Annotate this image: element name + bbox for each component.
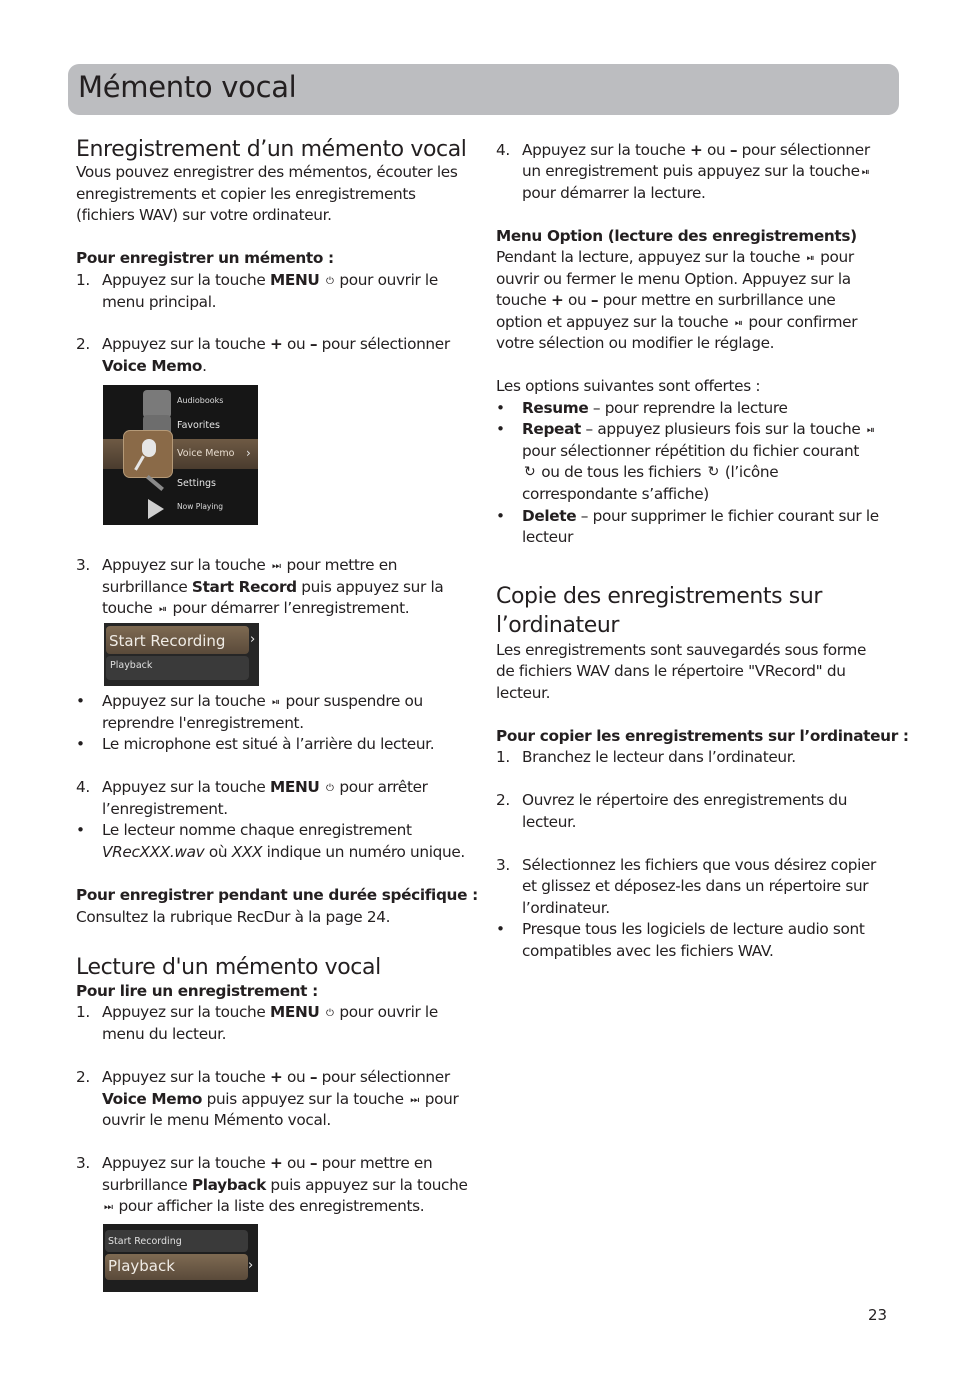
- playback-screenshot: [103, 1224, 258, 1292]
- page-number: 23: [868, 1306, 888, 1324]
- play-icon: [148, 499, 164, 519]
- start-recording-screenshot: [104, 623, 259, 686]
- record-step-3-cont1: surbrillance Start Record puis appuyez sur la: [102, 578, 444, 596]
- record-step-1-cont: menu principal.: [102, 293, 217, 311]
- play-step-4-cont1: un enregistrement puis appuyez sur la touche ⏯: [522, 161, 871, 184]
- copy-bullet-cont: compatibles avec les fichiers WAV.: [522, 942, 774, 960]
- record-bullet-pause-cont: reprendre l'enregistrement.: [102, 714, 304, 732]
- play-pause-icon: ⏯: [861, 167, 869, 178]
- intro-line-3: (fichiers WAV) sur votre ordinateur.: [76, 206, 332, 224]
- copy-intro-2: de fichiers WAV dans le répertoire "VRecord" du: [496, 662, 846, 680]
- option-line-1: Pendant la lecture, appuyez sur la touche ⏯ pour: [496, 247, 854, 270]
- menu-item-settings: Settings: [177, 478, 216, 489]
- repeat-all-icon: ↻: [707, 464, 719, 480]
- option-delete: • Delete – pour supprimer le fichier courant sur le: [496, 507, 879, 525]
- play-pause-icon: ⏯: [806, 253, 814, 264]
- option-repeat-cont3: correspondante s’affiche): [522, 485, 709, 503]
- option-line-4: option et appuyez sur la touche ⏯ pour confirmer: [496, 312, 857, 335]
- page-header-bar: [68, 64, 899, 115]
- play-pause-icon: ⏯: [734, 318, 742, 329]
- copy-bullet: • Presque tous les logiciels de lecture audio sont: [496, 920, 865, 938]
- record-step-2: 2. Appuyez sur la touche + ou – pour sélectionner: [76, 335, 450, 353]
- copy-step-3-cont2: l’ordinateur.: [522, 899, 610, 917]
- menu-item-audiobooks: Audiobooks: [177, 396, 224, 405]
- copy-intro-3: lecteur.: [496, 684, 551, 702]
- playback-label: Playback: [108, 1257, 175, 1275]
- start-recording-label: Start Recording: [109, 632, 226, 650]
- option-delete-cont: lecteur: [522, 528, 574, 546]
- menu-item-voice-memo: Voice Memo: [177, 448, 235, 459]
- copy-step-3: 3. Sélectionnez les fichiers que vous désirez copier: [496, 856, 877, 874]
- play-step-2-cont1: Voice Memo puis appuyez sur la touche ⏭ pour: [102, 1089, 458, 1112]
- chevron-right-icon: ›: [248, 1258, 254, 1273]
- record-step-4: 4. Appuyez sur la touche MENU ⏻ pour arrêter: [76, 777, 428, 800]
- record-bullet-naming-cont: VRecXXX.wav où XXX indique un numéro unique.: [102, 843, 465, 861]
- play-step-1: 1. Appuyez sur la touche MENU ⏻ pour ouvrir le: [76, 1002, 438, 1025]
- option-line-3: touche + ou – pour mettre en surbrillance une: [496, 291, 836, 309]
- record-step-4-cont: l’enregistrement.: [102, 800, 228, 818]
- subheading-record: Pour enregistrer un mémento :: [76, 249, 334, 267]
- page-title: Mémento vocal: [78, 70, 297, 104]
- play-step-2: 2. Appuyez sur la touche + ou – pour sélectionner: [76, 1068, 450, 1086]
- skip-forward-icon: ⏭: [410, 1095, 419, 1106]
- option-repeat-cont1: pour sélectionner répétition du fichier courant: [522, 442, 860, 460]
- play-step-3-cont2: ⏭ pour afficher la liste des enregistrements.: [102, 1196, 424, 1219]
- subheading-duration: Pour enregistrer pendant une durée spécifique :: [76, 886, 478, 904]
- audiobooks-icon: [143, 390, 171, 418]
- intro-line-1: Vous pouvez enregistrer des mémentos, écouter les: [76, 163, 458, 181]
- play-step-4-cont2: pour démarrer la lecture.: [522, 184, 706, 202]
- copy-step-3-cont1: et glissez et déposez-les dans un répertoire sur: [522, 877, 869, 895]
- subheading-play: Pour lire un enregistrement :: [76, 982, 318, 1000]
- record-step-2-cont: Voice Memo.: [102, 357, 207, 375]
- section-heading-recording: Enregistrement d’un mémento vocal: [76, 137, 467, 162]
- record-step-1: 1. Appuyez sur la touche MENU ⏻ pour ouvrir le: [76, 270, 438, 293]
- play-pause-icon: ⏯: [866, 425, 874, 436]
- play-step-3: 3. Appuyez sur la touche + ou – pour mettre en: [76, 1154, 433, 1172]
- play-pause-icon: ⏯: [271, 697, 279, 708]
- subheading-option-menu: Menu Option (lecture des enregistrements): [496, 227, 857, 245]
- option-repeat: • Repeat – appuyez plusieurs fois sur la touche ⏯: [496, 419, 876, 442]
- duration-text: Consultez la rubrique RecDur à la page 24.: [76, 908, 391, 926]
- section-heading-copy: Copie des enregistrements sur: [496, 584, 823, 609]
- power-icon: ⏻: [325, 783, 333, 794]
- skip-forward-icon: ⏭: [271, 561, 280, 572]
- play-step-1-cont: menu du lecteur.: [102, 1025, 227, 1043]
- menu-item-now-playing: Now Playing: [177, 502, 223, 511]
- option-line-5: votre sélection ou modifier le réglage.: [496, 334, 775, 352]
- start-recording-label: Start Recording: [108, 1236, 182, 1247]
- settings-icon: [141, 471, 167, 495]
- menu-item-favorites: Favorites: [177, 420, 220, 431]
- copy-intro-1: Les enregistrements sont sauvegardés sous forme: [496, 641, 867, 659]
- record-bullet-mic: • Le microphone est situé à l’arrière du lecteur.: [76, 735, 435, 753]
- skip-forward-icon: ⏭: [104, 1202, 112, 1213]
- record-bullet-pause: • Appuyez sur la touche ⏯ pour suspendre ou: [76, 691, 423, 714]
- options-offered: Les options suivantes sont offertes :: [496, 377, 761, 395]
- option-line-2: ouvrir ou fermer le menu Option. Appuyez sur la: [496, 270, 851, 288]
- section-heading-playback: Lecture d'un mémento vocal: [76, 955, 381, 980]
- play-step-3-cont1: surbrillance Playback puis appuyez sur la touche: [102, 1176, 468, 1194]
- power-icon: ⏻: [325, 1008, 333, 1019]
- main-menu-screenshot: [103, 385, 258, 525]
- repeat-one-icon: ↻: [524, 464, 535, 480]
- power-icon: ⏻: [325, 276, 333, 287]
- option-resume: • Resume – pour reprendre la lecture: [496, 399, 788, 417]
- playback-label: Playback: [110, 660, 153, 671]
- record-step-3-cont2: touche ⏯ pour démarrer l’enregistrement.: [102, 598, 409, 621]
- play-step-2-cont2: ouvrir le menu Mémento vocal.: [102, 1111, 331, 1129]
- record-step-3: 3. Appuyez sur la touche ⏭ pour mettre en: [76, 555, 397, 578]
- copy-step-1: 1. Branchez le lecteur dans l’ordinateur.: [496, 748, 796, 766]
- chevron-right-icon: ›: [250, 632, 256, 647]
- copy-step-2: 2. Ouvrez le répertoire des enregistrements du: [496, 791, 848, 809]
- subheading-copy: Pour copier les enregistrements sur l’ordinateur :: [496, 727, 909, 745]
- intro-line-2: enregistrements et copier les enregistrements: [76, 185, 416, 203]
- record-bullet-naming: • Le lecteur nomme chaque enregistrement: [76, 821, 412, 839]
- copy-step-2-cont: lecteur.: [522, 813, 577, 831]
- play-pause-icon: ⏯: [158, 604, 166, 615]
- option-repeat-cont2: ↻ ou de tous les fichiers ↻ (l’icône: [522, 462, 778, 484]
- play-step-4: 4. Appuyez sur la touche + ou – pour sélectionner: [496, 141, 870, 159]
- section-heading-copy-cont: l’ordinateur: [496, 613, 620, 638]
- chevron-right-icon: ›: [246, 446, 251, 460]
